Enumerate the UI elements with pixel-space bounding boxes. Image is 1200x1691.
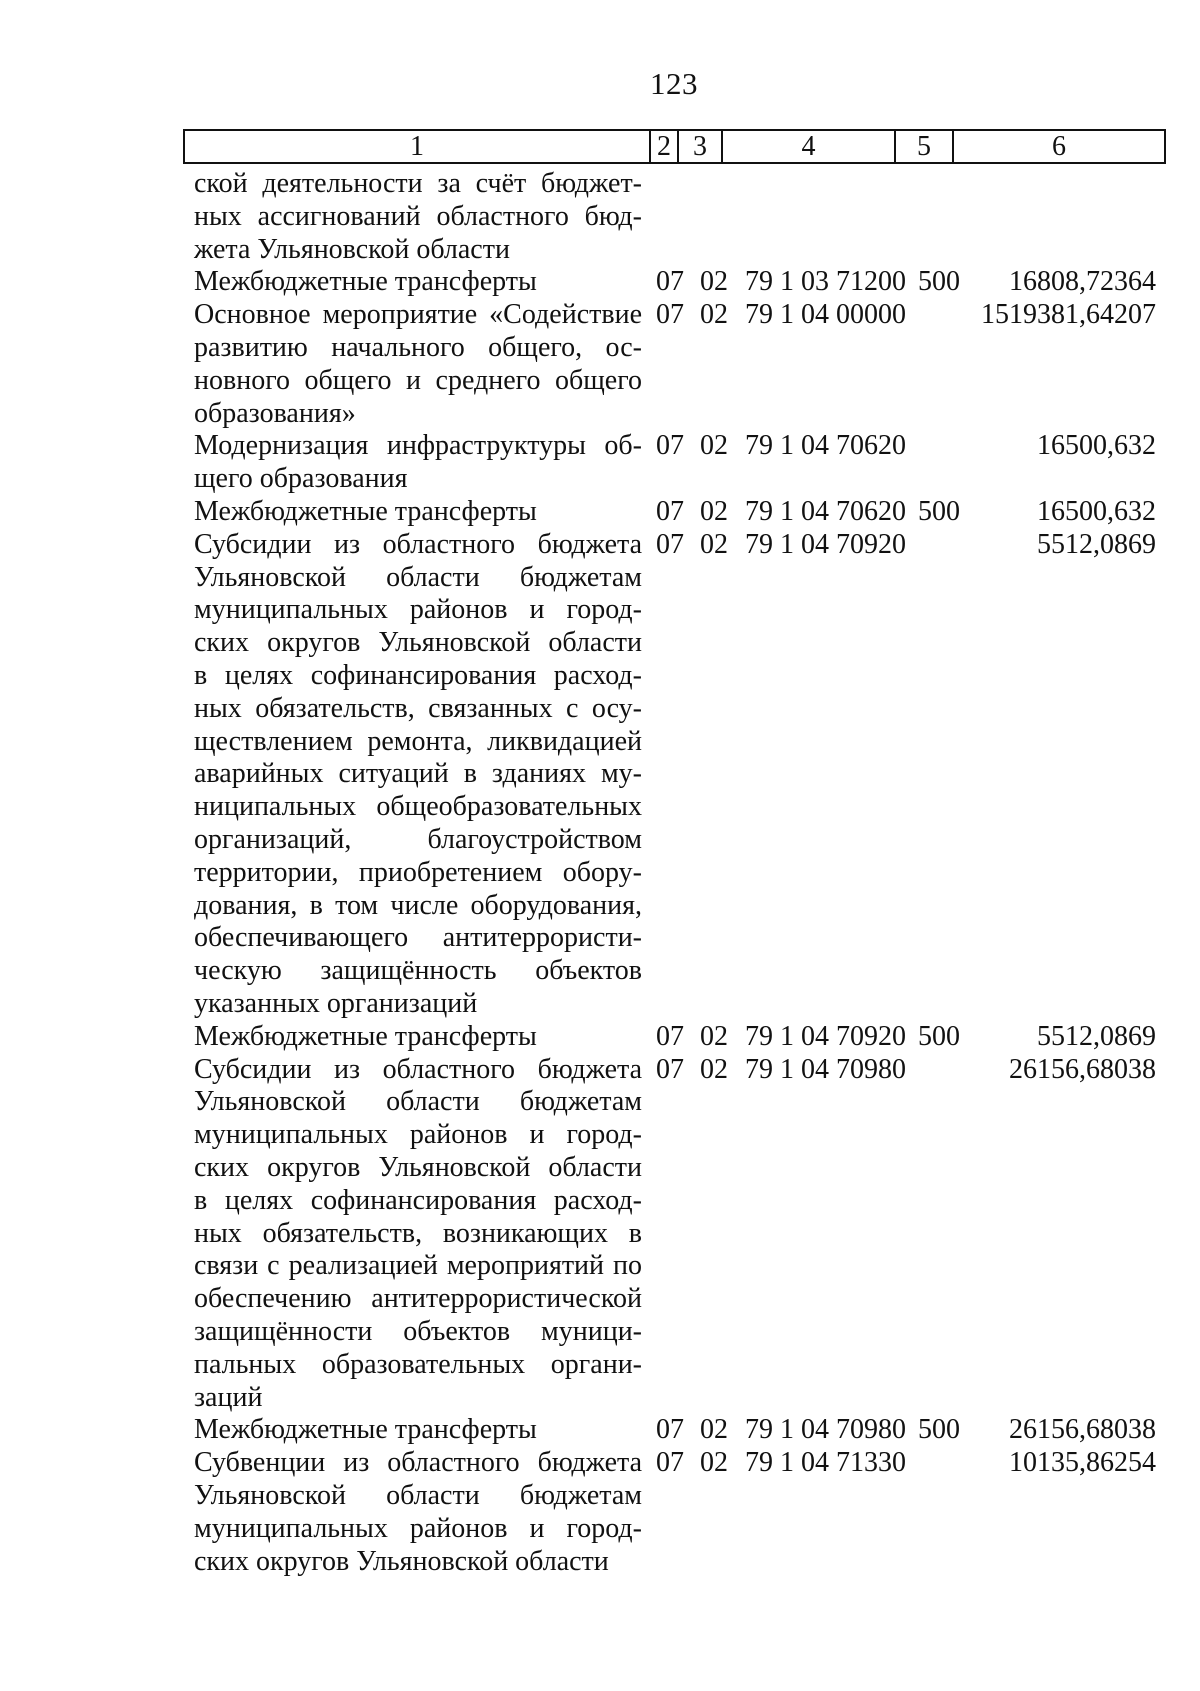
cell-col-3: 02: [700, 1020, 728, 1052]
description-line: Ульяновской области бюджетам: [194, 1479, 642, 1511]
header-col-6: 6: [1052, 131, 1066, 162]
cell-col-3: 02: [700, 495, 728, 527]
description-line: обеспечивающего антитеррористи-: [194, 922, 642, 954]
cell-col-4: 79 1 04 70980: [745, 1414, 906, 1446]
row-description: [194, 430, 642, 496]
cell-col-2: 07: [656, 1020, 684, 1052]
description-line: организаций, благоустройством: [194, 823, 642, 855]
cell-col-4: 79 1 04 70920: [745, 1020, 906, 1052]
cell-col-5: 500: [918, 266, 960, 298]
description-line: ных обязательств, связанных с осу-: [194, 692, 642, 724]
cell-col-2: 07: [656, 299, 684, 331]
description-line: ных обязательств, возникающих в: [194, 1217, 642, 1249]
description-line: муниципальных районов и город-: [194, 1119, 642, 1151]
row-description: [194, 299, 642, 430]
description-line: Межбюджетные трансферты: [194, 1020, 537, 1052]
table-row: [0, 430, 1200, 496]
row-description: [194, 1414, 642, 1447]
description-line: муниципальных районов и город-: [194, 1512, 642, 1544]
cell-col-2: 07: [656, 528, 684, 560]
table-row: [0, 1414, 1200, 1447]
row-description: [194, 1447, 642, 1578]
header-col-2: 2: [651, 131, 679, 162]
row-description: [194, 1021, 642, 1054]
cell-col-4: 79 1 04 70620: [745, 495, 906, 527]
description-line: обеспечению антитеррористической: [194, 1283, 642, 1315]
page-number: 123: [650, 66, 698, 101]
cell-col-4: 79 1 04 70620: [745, 430, 906, 462]
table-row: [0, 168, 1200, 266]
header-col-1: 1: [185, 131, 651, 162]
description-line: Субсидии из областного бюджета: [194, 528, 642, 560]
description-line: в целях софинансирования расход-: [194, 659, 642, 691]
description-line: муниципальных районов и город-: [194, 594, 642, 626]
cell-col-3: 02: [700, 1447, 728, 1479]
cell-col-2: 07: [656, 1447, 684, 1479]
description-line: щего образования: [194, 463, 408, 495]
description-line: указанных организаций: [194, 987, 478, 1019]
table-row: [0, 299, 1200, 430]
cell-col-2: 07: [656, 1414, 684, 1446]
cell-col-2: 07: [656, 1053, 684, 1085]
row-description: [194, 266, 642, 299]
description-line: ских округов Ульяновской области: [194, 1151, 642, 1183]
header-col-4: 4: [723, 131, 896, 162]
cell-col-6: 5512,0869: [1037, 1020, 1156, 1052]
table-header: [183, 129, 1166, 164]
description-line: связи с реализацией мероприятий по: [194, 1250, 642, 1282]
cell-col-4: 79 1 03 71200: [745, 266, 906, 298]
table-row: [0, 1021, 1200, 1054]
description-line: Ульяновской области бюджетам: [194, 561, 642, 593]
description-line: Субвенции из областного бюджета: [194, 1447, 642, 1479]
table-row: [0, 496, 1200, 529]
description-line: Субсидии из областного бюджета: [194, 1053, 642, 1085]
cell-col-5: 500: [918, 1020, 960, 1052]
description-line: защищённости объектов муници-: [194, 1315, 642, 1347]
cell-col-2: 07: [656, 495, 684, 527]
cell-col-3: 02: [700, 299, 728, 331]
cell-col-6: 1519381,64207: [981, 299, 1156, 331]
description-line: образования»: [194, 397, 356, 429]
cell-col-5: 500: [918, 495, 960, 527]
table-row: [0, 1054, 1200, 1415]
cell-col-4: 79 1 04 71330: [745, 1447, 906, 1479]
description-line: ской деятельности за счёт бюджет-: [194, 168, 642, 199]
description-line: ческую защищённость объектов: [194, 955, 642, 987]
cell-col-3: 02: [700, 430, 728, 462]
cell-col-3: 02: [700, 528, 728, 560]
cell-col-2: 07: [656, 266, 684, 298]
cell-col-6: 26156,68038: [1009, 1414, 1156, 1446]
description-line: ных ассигнований областного бюд-: [194, 200, 642, 232]
header-col-3: 3: [679, 131, 723, 162]
cell-col-3: 02: [700, 266, 728, 298]
description-line: новного общего и среднего общего: [194, 364, 642, 396]
header-col-5: 5: [896, 131, 954, 162]
table-row: [0, 266, 1200, 299]
cell-col-4: 79 1 04 00000: [745, 299, 906, 331]
row-description: [194, 529, 642, 1021]
cell-col-5: 500: [918, 1414, 960, 1446]
cell-col-6: 16500,632: [1037, 430, 1156, 462]
cell-col-6: 5512,0869: [1037, 528, 1156, 560]
description-line: ских округов Ульяновской области: [194, 1545, 609, 1577]
cell-col-2: 07: [656, 430, 684, 462]
description-line: дования, в том числе оборудования,: [194, 889, 642, 921]
description-line: Модернизация инфраструктуры об-: [194, 430, 642, 462]
description-line: заций: [194, 1381, 263, 1413]
description-line: ниципальных общеобразовательных: [194, 791, 642, 823]
description-line: территории, приобретением обору-: [194, 856, 642, 888]
table-row: [0, 1447, 1200, 1578]
description-line: Межбюджетные трансферты: [194, 495, 537, 527]
cell-col-3: 02: [700, 1053, 728, 1085]
row-description: [194, 496, 642, 529]
description-line: ских округов Ульяновской области: [194, 627, 642, 659]
cell-col-4: 79 1 04 70920: [745, 528, 906, 560]
description-line: Ульяновской области бюджетам: [194, 1086, 642, 1118]
description-line: в целях софинансирования расход-: [194, 1184, 642, 1216]
row-description: [194, 1054, 642, 1415]
cell-col-3: 02: [700, 1414, 728, 1446]
table-row: [0, 529, 1200, 1021]
description-line: пальных образовательных органи-: [194, 1348, 642, 1380]
table-body: [0, 168, 1200, 1578]
description-line: аварийных ситуаций в зданиях му-: [194, 758, 642, 790]
description-line: жета Ульяновской области: [194, 233, 510, 265]
cell-col-6: 10135,86254: [1009, 1447, 1156, 1479]
cell-col-6: 26156,68038: [1009, 1053, 1156, 1085]
description-line: Основное мероприятие «Содействие: [194, 299, 642, 331]
row-description: [194, 168, 642, 266]
description-line: развитию начального общего, ос-: [194, 331, 642, 363]
cell-col-6: 16500,632: [1037, 495, 1156, 527]
description-line: Межбюджетные трансферты: [194, 266, 537, 298]
description-line: Межбюджетные трансферты: [194, 1414, 537, 1446]
cell-col-6: 16808,72364: [1009, 266, 1156, 298]
cell-col-4: 79 1 04 70980: [745, 1053, 906, 1085]
description-line: ществлением ремонта, ликвидацией: [194, 725, 642, 757]
